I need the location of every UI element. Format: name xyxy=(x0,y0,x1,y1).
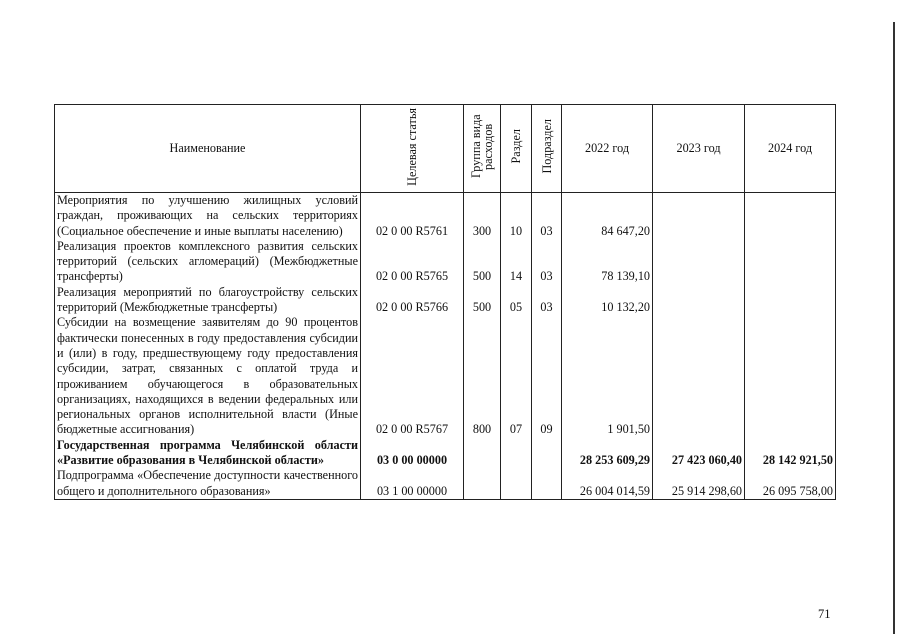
row-name: Мероприятия по улучшению жилищных условий граждан, проживающих на сельских территориях (Социальное обеспечение и иные выплаты населению) xyxy=(55,193,361,239)
row-section: 14 xyxy=(501,239,532,285)
header-name: Наименование xyxy=(55,105,361,193)
table-row xyxy=(55,468,836,499)
row-subsection xyxy=(532,438,562,469)
row-name: Реализация мероприятий по благоустройству сельских территорий (Межбюджетные трансферты) xyxy=(55,285,361,316)
budget-table-container xyxy=(54,104,836,500)
row-2024 xyxy=(745,239,836,285)
row-group: 800 xyxy=(464,315,501,437)
row-name: Реализация проектов комплексного развития сельских территорий (сельских агломераций) (Межбюджетные трансферты) xyxy=(55,239,361,285)
header-target: Целевая статья xyxy=(361,105,464,193)
row-2024: 26 095 758,00 xyxy=(745,468,836,499)
row-2022: 28 253 609,29 xyxy=(562,438,653,469)
row-group: 500 xyxy=(464,239,501,285)
row-name: Подпрограмма «Обеспечение доступности качественного общего и дополнительного образования» xyxy=(55,468,361,499)
table-header-row xyxy=(55,105,836,193)
row-2024 xyxy=(745,285,836,316)
row-section: 10 xyxy=(501,193,532,239)
budget-table xyxy=(54,104,836,500)
row-2024 xyxy=(745,193,836,239)
row-2024: 28 142 921,50 xyxy=(745,438,836,469)
row-group: 300 xyxy=(464,193,501,239)
row-2022: 10 132,20 xyxy=(562,285,653,316)
row-section xyxy=(501,438,532,469)
row-subsection: 03 xyxy=(532,285,562,316)
table-row xyxy=(55,193,836,239)
row-target: 03 1 00 00000 xyxy=(361,468,464,499)
row-section xyxy=(501,468,532,499)
row-2023: 27 423 060,40 xyxy=(653,438,745,469)
table-row-program xyxy=(55,438,836,469)
row-2024 xyxy=(745,315,836,437)
page-number: 71 xyxy=(818,607,831,621)
row-subsection: 03 xyxy=(532,239,562,285)
row-2022: 78 139,10 xyxy=(562,239,653,285)
row-group xyxy=(464,438,501,469)
row-2023 xyxy=(653,285,745,316)
row-2022: 26 004 014,59 xyxy=(562,468,653,499)
table-row xyxy=(55,315,836,437)
row-target: 02 0 00 R5766 xyxy=(361,285,464,316)
row-target: 03 0 00 00000 xyxy=(361,438,464,469)
row-subsection xyxy=(532,468,562,499)
table-row xyxy=(55,285,836,316)
header-subsection: Подраздел xyxy=(532,105,562,193)
row-2023 xyxy=(653,239,745,285)
margin-rule xyxy=(893,22,895,634)
row-group: 500 xyxy=(464,285,501,316)
row-section: 05 xyxy=(501,285,532,316)
row-target: 02 0 00 R5767 xyxy=(361,315,464,437)
row-target: 02 0 00 R5765 xyxy=(361,239,464,285)
header-2023: 2023 год xyxy=(653,105,745,193)
row-2022: 84 647,20 xyxy=(562,193,653,239)
row-2023: 25 914 298,60 xyxy=(653,468,745,499)
header-group: Группа вида расходов xyxy=(464,105,501,193)
row-group xyxy=(464,468,501,499)
row-subsection: 03 xyxy=(532,193,562,239)
row-2022: 1 901,50 xyxy=(562,315,653,437)
table-row xyxy=(55,239,836,285)
header-2024: 2024 год xyxy=(745,105,836,193)
row-subsection: 09 xyxy=(532,315,562,437)
row-name: Субсидии на возмещение заявителям до 90 процентов фактически понесенных в году предоставления субсидии и (или) в году, предшествующему году предоставления субсидии, затрат, связанных с оплатой труда и проживанием обучающегося в образовательных организациях, находящихся в ведении федеральных или региональных органов исполнительной власти (Иные бюджетные ассигнования) xyxy=(55,315,361,437)
row-2023 xyxy=(653,193,745,239)
row-target: 02 0 00 R5761 xyxy=(361,193,464,239)
header-section: Раздел xyxy=(501,105,532,193)
row-section: 07 xyxy=(501,315,532,437)
row-2023 xyxy=(653,315,745,437)
header-2022: 2022 год xyxy=(562,105,653,193)
row-name: Государственная программа Челябинской области «Развитие образования в Челябинской области» xyxy=(55,438,361,469)
